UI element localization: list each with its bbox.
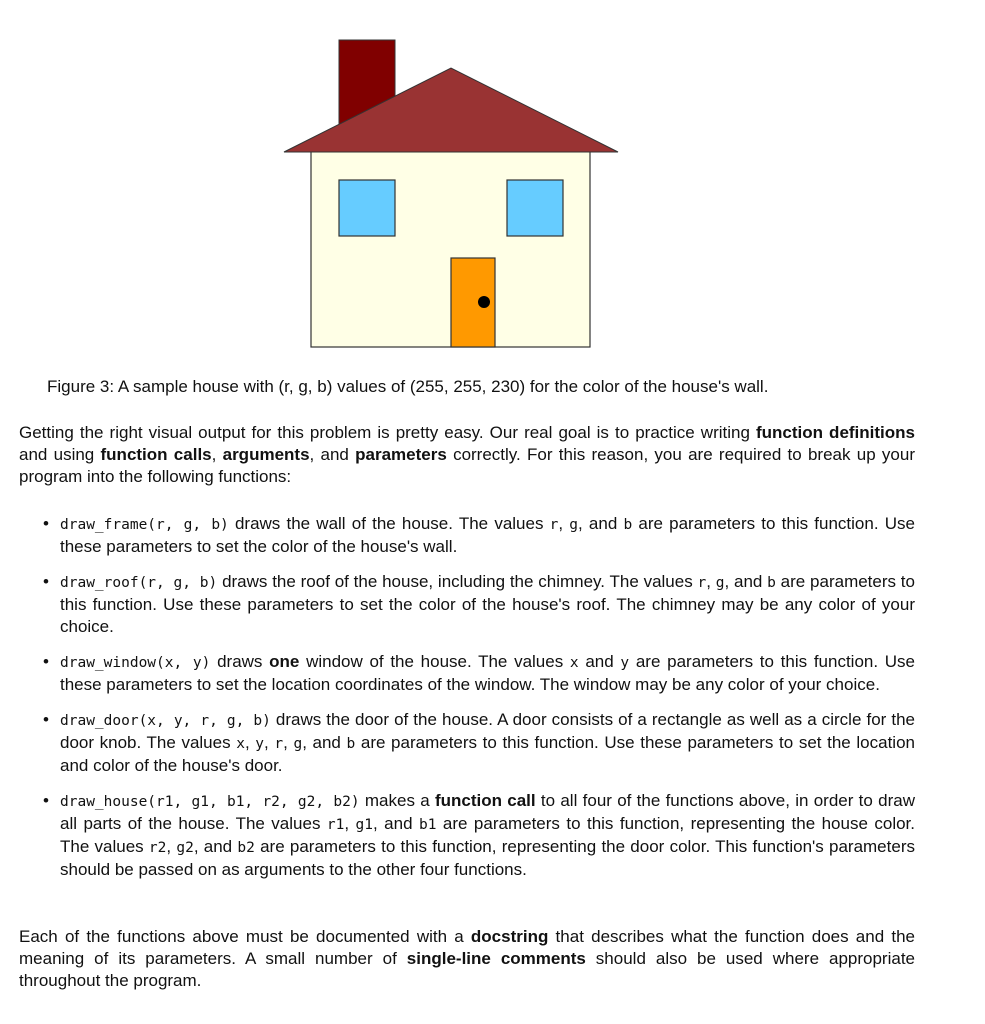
intro-text: Getting the right visual output for this problem is pretty easy. Our real goal is to practice writing bbox=[19, 423, 756, 442]
param-code: g bbox=[293, 736, 303, 752]
list-item-draw-window bbox=[19, 651, 915, 696]
param-code: b2 bbox=[237, 840, 255, 856]
house-figure bbox=[0, 0, 985, 360]
param-code: g2 bbox=[176, 840, 194, 856]
list-item-draw-frame bbox=[19, 513, 915, 558]
item-text: , and bbox=[373, 814, 419, 833]
bullet-dot: • bbox=[43, 572, 49, 591]
item-text: , and bbox=[193, 837, 238, 856]
param-code: b bbox=[623, 517, 633, 533]
window-right bbox=[507, 180, 563, 236]
item-text: are parameters to this function. Use these parameters to set the location and color of the house's door. bbox=[60, 733, 915, 775]
item-text: , bbox=[166, 837, 177, 856]
item-text: , bbox=[244, 733, 256, 752]
intro-paragraph bbox=[19, 422, 915, 488]
item-text: draws bbox=[210, 652, 270, 671]
param-code: r2 bbox=[148, 840, 167, 856]
item-text: to all four of the functions above, in order to draw all parts of the house. The values bbox=[60, 791, 915, 833]
param-code: b1 bbox=[419, 817, 437, 833]
closing-paragraph bbox=[19, 926, 915, 992]
closing-text: that describes what the function does and the meaning of its parameters. A small number of bbox=[19, 927, 915, 968]
bullet-dot: • bbox=[43, 652, 49, 671]
param-code: y bbox=[620, 655, 630, 671]
item-text: are parameters to this function. Use these parameters to set the color of the house's roof. The chimney may be any color of your choice. bbox=[60, 572, 915, 636]
figure-caption: Figure 3: A sample house with (r, g, b) values of (255, 255, 230) for the color of the house's wall. bbox=[47, 377, 769, 396]
closing-text: Each of the functions above must be documented with a bbox=[19, 927, 471, 946]
param-code: r bbox=[697, 575, 707, 591]
intro-text: , and bbox=[309, 445, 356, 464]
window-left bbox=[339, 180, 395, 236]
item-text: draws the wall of the house. The values bbox=[228, 514, 550, 533]
item-text: , and bbox=[302, 733, 347, 752]
intro-term-function-definitions: function definitions bbox=[755, 423, 915, 442]
item-text: , bbox=[344, 814, 356, 833]
item-text: , bbox=[558, 514, 570, 533]
closing-term-single-line-comments: single-line comments bbox=[406, 949, 586, 968]
item-text: are parameters to this function, representing the door color. This function's parameters should be passed on as arguments to the other four functions. bbox=[60, 837, 915, 879]
intro-term-function-calls: function calls bbox=[100, 445, 212, 464]
item-text: are parameters to this function, representing the house color. The values bbox=[60, 814, 916, 856]
bullet-dot: • bbox=[43, 710, 49, 729]
list-item-draw-roof bbox=[19, 571, 915, 638]
bold-term-one: one bbox=[269, 652, 300, 671]
door-knob bbox=[478, 296, 490, 308]
item-text: , and bbox=[578, 514, 624, 533]
signature-draw-roof: draw_roof(r, g, b) bbox=[60, 575, 218, 591]
bullet-dot: • bbox=[43, 791, 49, 810]
bullet-dot: • bbox=[43, 514, 49, 533]
item-text: draws the roof of the house, including the chimney. The values bbox=[217, 572, 698, 591]
param-code: r1 bbox=[326, 817, 345, 833]
param-code: g bbox=[715, 575, 725, 591]
item-text: are parameters to this function. Use these parameters to set the location coordinates of the window. The window may be any color of your choice. bbox=[60, 652, 916, 694]
list-item-draw-door bbox=[19, 709, 915, 777]
intro-text: , bbox=[211, 445, 223, 464]
intro-text: and using bbox=[19, 445, 101, 464]
closing-text: should also be used where appropriate throughout the program. bbox=[19, 949, 915, 990]
param-code: r bbox=[274, 736, 284, 752]
item-text: , bbox=[283, 733, 294, 752]
param-code: g1 bbox=[355, 817, 374, 833]
param-code: x bbox=[236, 736, 245, 752]
param-code: x bbox=[569, 655, 579, 671]
item-text: , and bbox=[724, 572, 768, 591]
param-code: b bbox=[767, 575, 776, 591]
signature-draw-house: draw_house(r1, g1, b1, r2, g2, b2) bbox=[60, 794, 360, 810]
item-text: , bbox=[706, 572, 716, 591]
intro-text: correctly. For this reason, you are required to break up your program into the following functions: bbox=[19, 445, 915, 486]
intro-term-arguments: arguments bbox=[222, 445, 310, 464]
signature-draw-window: draw_window(x, y) bbox=[60, 655, 211, 671]
signature-draw-frame: draw_frame(r, g, b) bbox=[60, 517, 229, 533]
item-text: and bbox=[578, 652, 621, 671]
item-text: are parameters to this function. Use these parameters to set the color of the house's wall. bbox=[60, 514, 915, 556]
bold-term-function-call: function call bbox=[434, 791, 536, 810]
item-text: , bbox=[264, 733, 275, 752]
item-text: draws the door of the house. A door consists of a rectangle as well as a circle for the door knob. The values bbox=[60, 710, 915, 752]
item-text: makes a bbox=[359, 791, 435, 810]
signature-draw-door: draw_door(x, y, r, g, b) bbox=[60, 713, 271, 729]
intro-term-parameters: parameters bbox=[355, 445, 447, 464]
param-code: b bbox=[346, 736, 356, 752]
function-list bbox=[19, 513, 915, 894]
list-item-draw-house bbox=[19, 790, 915, 881]
param-code: r bbox=[549, 517, 559, 533]
param-code: y bbox=[255, 736, 265, 752]
roof bbox=[284, 68, 618, 152]
param-code: g bbox=[569, 517, 579, 533]
item-text: window of the house. The values bbox=[299, 652, 570, 671]
closing-term-docstring: docstring bbox=[470, 927, 549, 946]
